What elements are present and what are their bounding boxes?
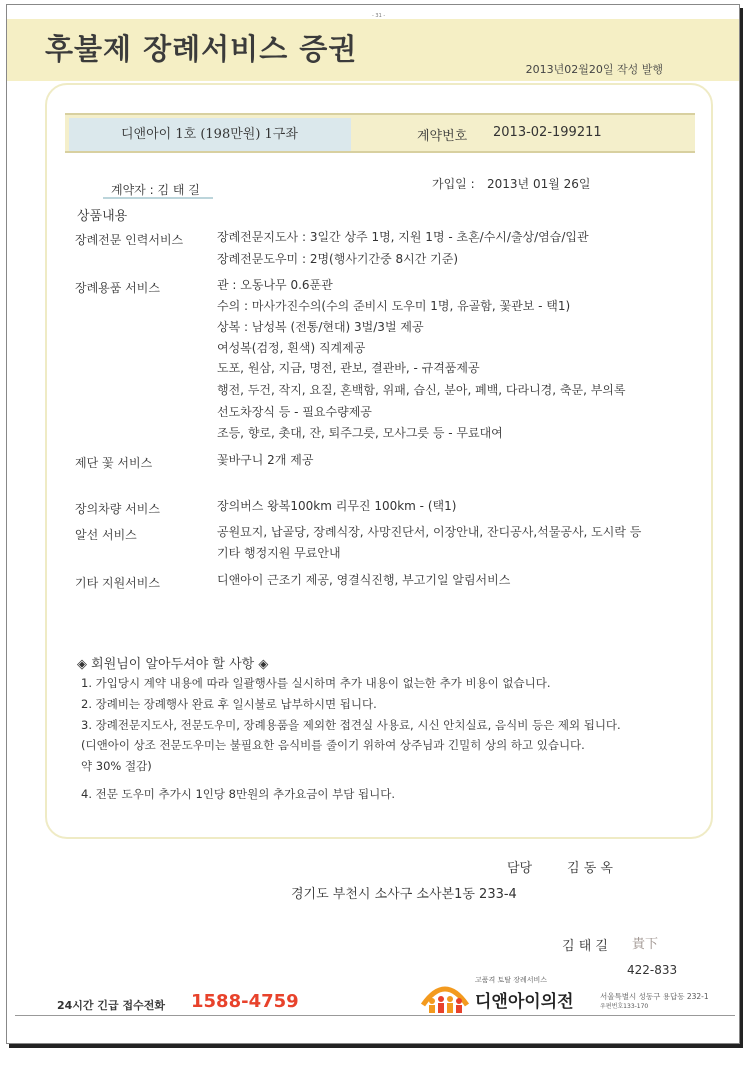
service-line: 꽃바구니 2개 제공 [217,453,314,467]
service-line: 관 : 오동나무 0.6푼관 [217,278,333,292]
hotline-label: 24시간 긴급 접수전화 [57,999,165,1012]
charge-label: 담당 [507,861,533,876]
service-line: 기타 행정지원 무료안내 [217,546,341,560]
service-name: 장례용품 서비스 [75,281,160,295]
holder-name: 김 태 길 [562,939,608,954]
contract-number-label: 계약번호 [417,129,468,144]
address: 경기도 부천시 소사구 소사본1동 233-4 [291,887,517,902]
honorific: 貴下 [632,937,659,952]
contractor: 계약자 : 김 태 길 [111,183,200,197]
company-postal-code: 우편번호133-170 [600,1003,649,1010]
service-line: 장례전문지도사 : 3일간 상주 1명, 지원 1명 - 초혼/수시/출상/염습/입관 [217,230,589,244]
notice-item: 2. 장례비는 장례행사 완료 후 일시불로 납부하시면 됩니다. [81,697,377,711]
header-band [7,19,739,81]
contract-number: 2013-02-199211 [493,125,602,140]
notice-item: 1. 가입당시 계약 내용에 따라 일괄행사를 실시하며 추가 내용이 없는한 추가 비용이 없습니다. [81,676,551,690]
service-line: 디앤아이 근조기 제공, 영결식진행, 부고기일 알림서비스 [217,573,511,587]
service-name: 장의차량 서비스 [75,502,160,516]
page-tag: - 31 - [372,13,386,19]
notice-item: 3. 장례전문지도사, 전문도우미, 장례용품을 제외한 접견실 사용료, 시신 안치실료, 음식비 등은 제외 됩니다. [81,718,621,732]
notice-item: 약 30% 절감) [81,759,152,773]
postal-code: 422-833 [627,963,678,977]
service-line: 행전, 두건, 작지, 요질, 혼백함, 위패, 습신, 분아, 폐백, 다라니경, 축문, 부의록 [217,383,626,397]
join-date-label: 가입일 : [432,177,475,191]
service-line: 수의 : 마사가진수의(수의 준비시 도우미 1명, 유골함, 꽃관보 - 택1) [217,299,571,313]
document-title: 후불제 장례서비스 증권 [45,32,358,66]
issue-date: 2013년02월20일 작성 발행 [525,63,663,76]
company-logo [419,975,589,1015]
contractor-underline [103,197,213,199]
hotline-number: 1588-4759 [191,991,299,1012]
service-name: 기타 지원서비스 [75,576,160,590]
notice-item: (디앤아이 상조 전문도우미는 불필요한 음식비를 줄이기 위하여 상주님과 긴밀히 상의 하고 있습니다. [81,738,585,752]
family-logo-icon [419,975,471,1015]
logo-tagline: 고품격 토탈 장례서비스 [475,976,548,984]
logo-name: 디앤아이의전 [475,992,574,1012]
section-title: 상품내용 [77,209,128,224]
service-name: 장례전문 인력서비스 [75,233,184,247]
service-line: 공원묘지, 납골당, 장례식장, 사망진단서, 이장안내, 잔디공사,석물공사, 도시락 등 [217,525,642,539]
document-page [6,4,740,1044]
service-line: 여성복(검정, 흰색) 직계제공 [217,341,366,355]
company-address: 서울특별시 성동구 용답동 232-1 [600,992,709,1001]
service-line: 도포, 원삼, 지금, 명전, 관보, 결관바, - 규격품제공 [217,361,480,375]
service-line: 조등, 향로, 촛대, 잔, 퇴주그릇, 모사그릇 등 - 무료대여 [217,426,503,440]
notice-title: ◈ 회원님이 알아두셔야 할 사항 ◈ [77,657,269,672]
notice-item: 4. 전문 도우미 추가시 1인당 8만원의 추가요금이 부담 됩니다. [81,787,396,801]
join-date: 2013년 01월 26일 [487,177,591,191]
service-name: 제단 꽃 서비스 [75,456,153,470]
certificate-panel [45,83,713,839]
service-line: 상복 : 남성복 (전통/현대) 3벌/3벌 제공 [217,320,424,334]
footer-divider [15,1015,735,1016]
service-line: 장의버스 왕복100km 리무진 100km - (택1) [217,499,457,513]
charge-person: 김 동 옥 [567,861,613,876]
contract-row [65,113,695,153]
service-line: 장례전문도우미 : 2명(행사기간중 8시간 기준) [217,252,458,266]
service-name: 알선 서비스 [75,528,137,542]
product-label: 디앤아이 1호 (198만원) 1구좌 [69,118,351,151]
service-line: 선도차장식 등 - 필요수량제공 [217,405,372,419]
